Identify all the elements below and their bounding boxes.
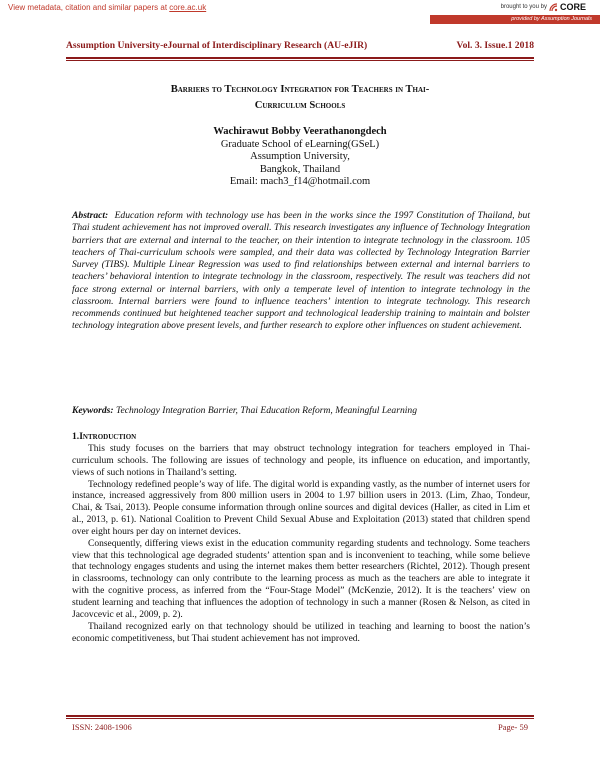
footer-issn: ISSN: 2408-1906: [72, 722, 132, 732]
author-email: Email: mach3_f14@hotmail.com: [229, 176, 371, 188]
abstract-text: Education reform with technology use has been in the works since the 1997 Constitution of Thailand, but Thai student achievement has not improved overall. This research investigates any influence of Technology Integration barriers that are external and internal to the teacher, on their intention to integrate technology in the classroom. 105 teachers of Thai-curriculum schools were sampled, and their data was collected by Technology Integration Barrier Survey (TIBS). Multiple Linear Regression was used to find relationships between external and internal barriers to teachers’ behavioral intention to integrate technology in the classroom, respectively. The result was teachers did not face strong external or internal barriers, with only a temperate level of intention to integrate technology in the classroom. Internal barriers were found to influence teachers’ intention to integrate technology. This research recommends continued but heightened teacher support and technological leadership training to maintain and bolster technology integration above present levels, and further research to explore other influences on student achievement.: [72, 210, 530, 332]
page-footer: [72, 722, 528, 732]
brought-by-text: brought to you by: [500, 4, 547, 10]
paragraph: Technology redefined people’s way of life. The digital world is expanding vastly, as the number of internet users for instance, increased aggressively from 800 million users in 2004 to 1.97 billion users in 2013. (Lim, Zhao, Tondeur, Chai, & Tsai, 2013). People consume information through online sources and digital devices (Haller, as cited in Lim et al., 2013, p. 61). National Coalition to Prevent Child Sexual Abuse and Exploitation (2013) stated that children spend over eight hours per day on internet devices.: [72, 479, 530, 537]
core-link-domain[interactable]: core.ac.uk: [169, 3, 207, 12]
author-block: [66, 126, 534, 189]
footer-rule: [66, 715, 534, 717]
title-line-2: Curriculum Schools: [254, 100, 346, 111]
paragraph: Consequently, differing views exist in the education community regarding students and technology. Some teachers view that this technological age degraded students’ attention span and is inconvenient to teaching, while some believe that technology engages students and using the internet makes them better researchers (Richtel, 2012). Though present in classrooms, technology can only contribute to the learning process as much as the teachers are able to integrate it with the cognitive process, as inferred from the “Four-Stage Model” (McKenzie, 2012). It is the teachers’ view on student learning and teaching that influences the adoption of technology in such a manner (Rosen & Nelson, as cited in Jacovcevic et al., 2009, p. 2).: [72, 538, 530, 620]
core-link-prefix: View metadata, citation and similar papers at: [8, 3, 168, 12]
footer-rule-thin: [66, 718, 534, 719]
affiliation-line: Graduate School of eLearning(GSeL): [220, 138, 380, 150]
header-rule: [66, 57, 534, 59]
paragraph: This study focuses on the barriers that may obstruct technology integration for teachers employed in Thai-curriculum schools. The following are issues of technology and people, its influence on education, and importantly, views of such notions in Thailand’s setting.: [72, 444, 530, 478]
keywords-text: Technology Integration Barrier, Thai Education Reform, Meaningful Learning: [115, 405, 418, 416]
footer-page-number: Page- 59: [498, 722, 528, 732]
paper-title: [66, 82, 534, 114]
provided-by-strip[interactable]: provided by Assumption Journals: [430, 15, 600, 24]
affiliation-line: Assumption University,: [250, 151, 350, 163]
keywords: [72, 405, 530, 417]
core-logo-icon: [549, 3, 558, 12]
core-metadata-link[interactable]: [8, 3, 206, 12]
author-name: Wachirawut Bobby Veerathanongdech: [213, 126, 387, 137]
core-banner: [0, 0, 600, 24]
section-heading: 1.Introduction: [72, 431, 137, 442]
body-text: [72, 444, 530, 645]
abstract: [72, 210, 530, 333]
journal-volume: Vol. 3. Issue.1 2018: [456, 40, 534, 51]
core-brought-by[interactable]: [501, 2, 586, 12]
paragraph: Thailand recognized early on that technology should be utilized in teaching and learning to boost the nation’s economic competitiveness, but Thai student achievement has not improved.: [72, 621, 530, 644]
abstract-label: Abstract:: [72, 210, 109, 221]
journal-name: Assumption University-eJournal of Interdisciplinary Research (AU-eJIR): [66, 40, 368, 51]
title-line-1: Barriers to Technology Integration for Teachers in Thai-: [170, 84, 430, 95]
core-label: CORE: [559, 2, 586, 12]
keywords-label: Keywords:: [72, 405, 114, 416]
journal-header: [66, 40, 534, 51]
affiliation-line: Bangkok, Thailand: [259, 163, 341, 175]
header-rule-thin: [66, 60, 534, 61]
